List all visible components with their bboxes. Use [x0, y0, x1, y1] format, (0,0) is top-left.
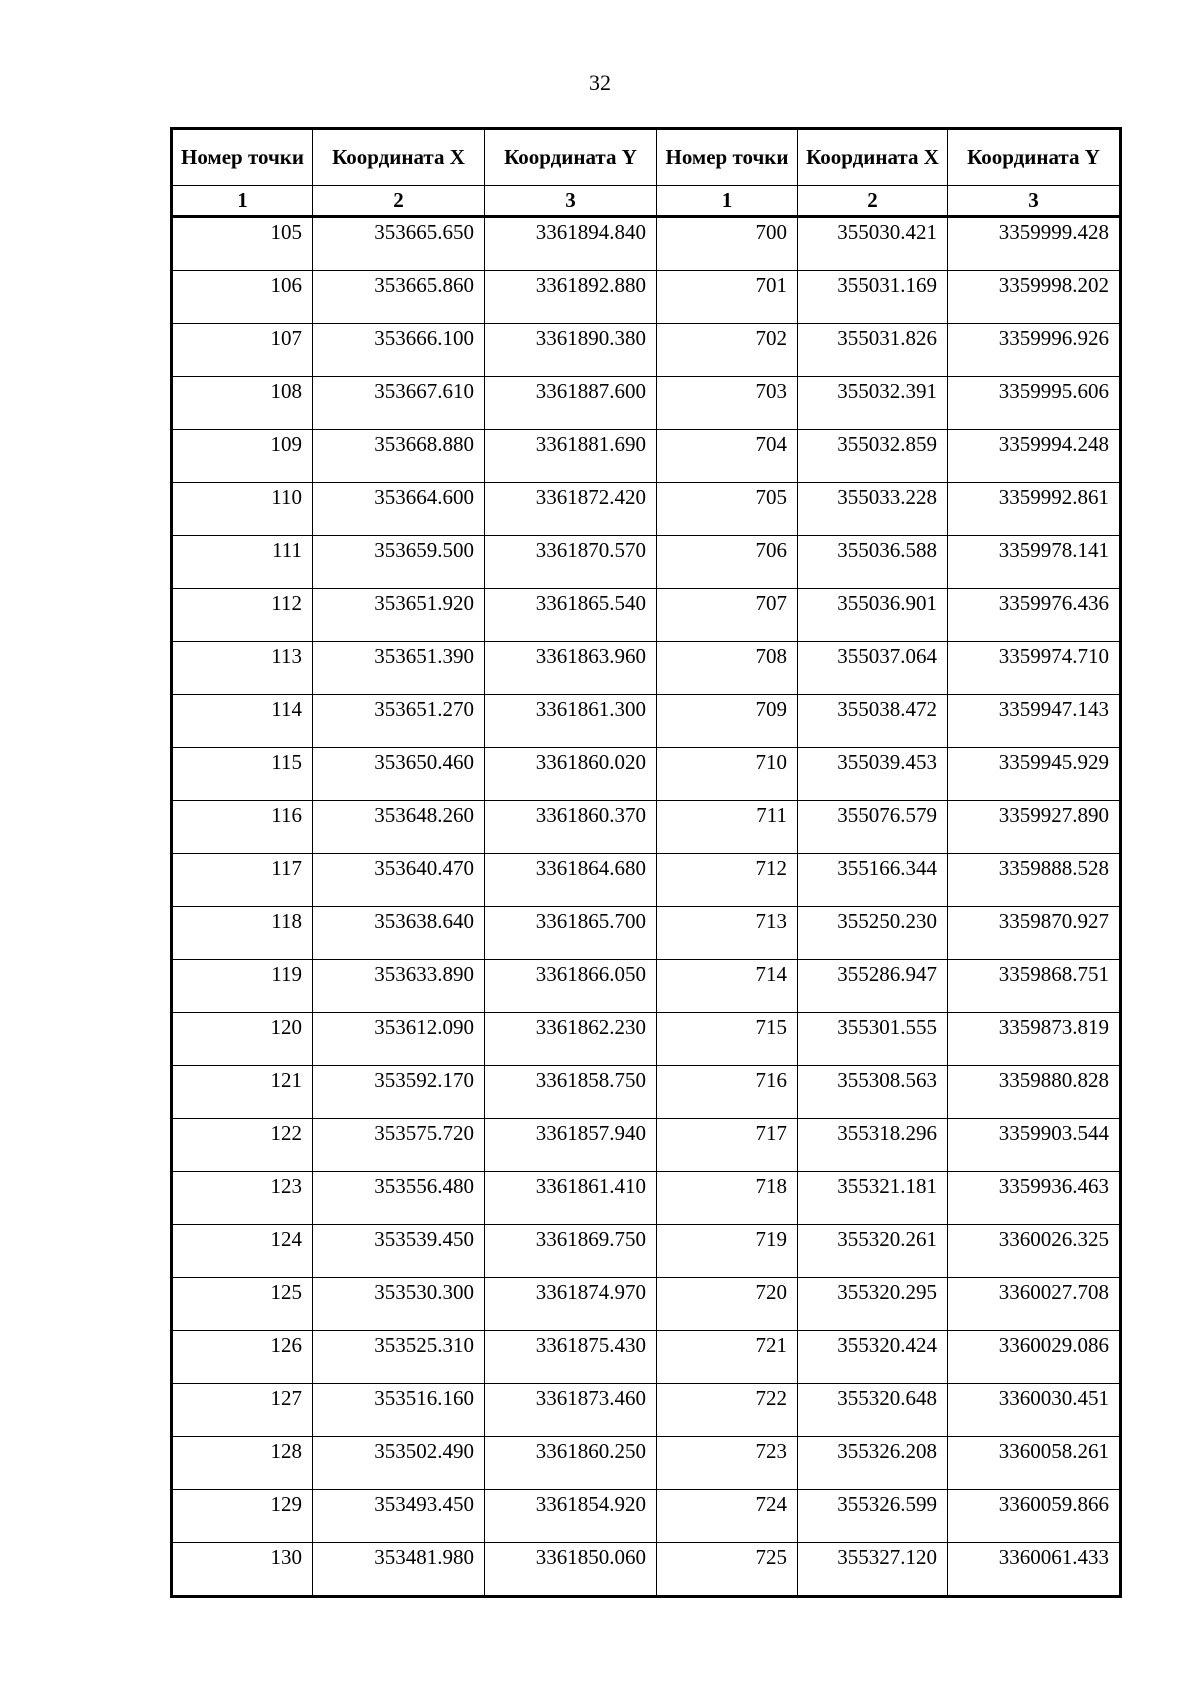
point-number-left: 113: [172, 642, 313, 695]
table-row: [172, 1384, 1121, 1437]
coord-y-left: 3361857.940: [485, 1119, 657, 1172]
coord-y-right: 3359870.927: [948, 907, 1121, 960]
coord-x-right: 355036.901: [798, 589, 948, 642]
coord-y-left: 3361865.700: [485, 907, 657, 960]
column-number: 2: [313, 186, 485, 217]
coord-x-left: 353493.450: [313, 1490, 485, 1543]
coord-y-right: 3360026.325: [948, 1225, 1121, 1278]
point-number-left: 107: [172, 324, 313, 377]
point-number-right: 700: [657, 217, 798, 271]
point-number-right: 713: [657, 907, 798, 960]
coord-y-left: 3361864.680: [485, 854, 657, 907]
header-cell: Координата X: [798, 129, 948, 186]
coord-x-left: 353525.310: [313, 1331, 485, 1384]
table-body: [172, 217, 1121, 1597]
table-row: [172, 1013, 1121, 1066]
coord-x-right: 355030.421: [798, 217, 948, 271]
coord-x-right: 355037.064: [798, 642, 948, 695]
point-number-right: 715: [657, 1013, 798, 1066]
coord-x-left: 353666.100: [313, 324, 485, 377]
header-cell: Координата Y: [485, 129, 657, 186]
coord-y-right: 3359999.428: [948, 217, 1121, 271]
point-number-right: 707: [657, 589, 798, 642]
point-number-right: 722: [657, 1384, 798, 1437]
coord-x-right: 355076.579: [798, 801, 948, 854]
table-row: [172, 1278, 1121, 1331]
coord-y-right: 3360061.433: [948, 1543, 1121, 1597]
point-number-left: 123: [172, 1172, 313, 1225]
table-row: [172, 324, 1121, 377]
point-number-left: 120: [172, 1013, 313, 1066]
coord-y-left: 3361861.300: [485, 695, 657, 748]
coord-x-left: 353592.170: [313, 1066, 485, 1119]
table-row: [172, 960, 1121, 1013]
point-number-left: 116: [172, 801, 313, 854]
point-number-left: 127: [172, 1384, 313, 1437]
point-number-left: 118: [172, 907, 313, 960]
coord-x-right: 355320.424: [798, 1331, 948, 1384]
point-number-right: 703: [657, 377, 798, 430]
point-number-right: 711: [657, 801, 798, 854]
coord-y-right: 3359978.141: [948, 536, 1121, 589]
coord-y-left: 3361873.460: [485, 1384, 657, 1437]
coord-x-left: 353481.980: [313, 1543, 485, 1597]
coord-y-right: 3359888.528: [948, 854, 1121, 907]
coord-x-left: 353668.880: [313, 430, 485, 483]
header-cell: Координата X: [313, 129, 485, 186]
point-number-left: 126: [172, 1331, 313, 1384]
coord-x-left: 353556.480: [313, 1172, 485, 1225]
coord-x-right: 355032.859: [798, 430, 948, 483]
coord-y-left: 3361874.970: [485, 1278, 657, 1331]
coord-y-right: 3359868.751: [948, 960, 1121, 1013]
point-number-left: 117: [172, 854, 313, 907]
coord-x-left: 353665.650: [313, 217, 485, 271]
coord-x-left: 353633.890: [313, 960, 485, 1013]
table-row: [172, 1331, 1121, 1384]
coord-x-left: 353539.450: [313, 1225, 485, 1278]
coord-y-left: 3361860.250: [485, 1437, 657, 1490]
coord-y-right: 3359998.202: [948, 271, 1121, 324]
coord-y-left: 3361860.020: [485, 748, 657, 801]
coord-y-left: 3361881.690: [485, 430, 657, 483]
coord-y-left: 3361862.230: [485, 1013, 657, 1066]
column-number: 1: [172, 186, 313, 217]
coord-y-right: 3359994.248: [948, 430, 1121, 483]
table-row: [172, 536, 1121, 589]
coord-x-right: 355039.453: [798, 748, 948, 801]
coord-y-right: 3359873.819: [948, 1013, 1121, 1066]
coord-x-right: 355320.648: [798, 1384, 948, 1437]
coord-x-left: 353638.640: [313, 907, 485, 960]
point-number-right: 724: [657, 1490, 798, 1543]
coord-x-right: 355318.296: [798, 1119, 948, 1172]
coord-y-right: 3360027.708: [948, 1278, 1121, 1331]
coord-y-left: 3361890.380: [485, 324, 657, 377]
point-number-right: 706: [657, 536, 798, 589]
point-number-right: 723: [657, 1437, 798, 1490]
coord-x-left: 353651.920: [313, 589, 485, 642]
point-number-right: 716: [657, 1066, 798, 1119]
point-number-right: 701: [657, 271, 798, 324]
coord-x-right: 355320.261: [798, 1225, 948, 1278]
coord-x-left: 353651.270: [313, 695, 485, 748]
coord-y-right: 3359974.710: [948, 642, 1121, 695]
coord-x-left: 353530.300: [313, 1278, 485, 1331]
point-number-right: 704: [657, 430, 798, 483]
coord-x-left: 353502.490: [313, 1437, 485, 1490]
header-row: [172, 129, 1121, 186]
point-number-left: 124: [172, 1225, 313, 1278]
column-number: 1: [657, 186, 798, 217]
point-number-left: 122: [172, 1119, 313, 1172]
coord-x-right: 355327.120: [798, 1543, 948, 1597]
table-row: [172, 1119, 1121, 1172]
coord-x-right: 355033.228: [798, 483, 948, 536]
header-cell: Номер точки: [172, 129, 313, 186]
coord-x-right: 355326.599: [798, 1490, 948, 1543]
point-number-left: 111: [172, 536, 313, 589]
point-number-right: 705: [657, 483, 798, 536]
coord-y-left: 3361850.060: [485, 1543, 657, 1597]
coord-y-right: 3359903.544: [948, 1119, 1121, 1172]
coord-y-right: 3359992.861: [948, 483, 1121, 536]
point-number-right: 708: [657, 642, 798, 695]
table-row: [172, 217, 1121, 271]
point-number-left: 115: [172, 748, 313, 801]
column-number: 3: [485, 186, 657, 217]
point-number-left: 121: [172, 1066, 313, 1119]
coord-x-right: 355032.391: [798, 377, 948, 430]
table-row: [172, 430, 1121, 483]
point-number-right: 712: [657, 854, 798, 907]
point-number-left: 110: [172, 483, 313, 536]
column-number: 3: [948, 186, 1121, 217]
point-number-right: 709: [657, 695, 798, 748]
table-row: [172, 854, 1121, 907]
coord-x-right: 355031.826: [798, 324, 948, 377]
coord-y-right: 3359936.463: [948, 1172, 1121, 1225]
coord-x-left: 353651.390: [313, 642, 485, 695]
coord-y-right: 3359947.143: [948, 695, 1121, 748]
table-row: [172, 1066, 1121, 1119]
table-row: [172, 1172, 1121, 1225]
table-row: [172, 589, 1121, 642]
point-number-left: 119: [172, 960, 313, 1013]
coord-y-left: 3361869.750: [485, 1225, 657, 1278]
coord-y-right: 3360029.086: [948, 1331, 1121, 1384]
point-number-left: 112: [172, 589, 313, 642]
point-number-right: 714: [657, 960, 798, 1013]
coord-x-left: 353516.160: [313, 1384, 485, 1437]
point-number-left: 109: [172, 430, 313, 483]
point-number-right: 725: [657, 1543, 798, 1597]
header-cell: Номер точки: [657, 129, 798, 186]
header-cell: Координата Y: [948, 129, 1121, 186]
coord-y-left: 3361860.370: [485, 801, 657, 854]
point-number-left: 106: [172, 271, 313, 324]
coord-y-left: 3361863.960: [485, 642, 657, 695]
coord-x-right: 355326.208: [798, 1437, 948, 1490]
coord-x-right: 355286.947: [798, 960, 948, 1013]
coord-x-right: 355031.169: [798, 271, 948, 324]
table-row: [172, 695, 1121, 748]
point-number-right: 717: [657, 1119, 798, 1172]
point-number-left: 114: [172, 695, 313, 748]
coord-y-left: 3361865.540: [485, 589, 657, 642]
coord-x-right: 355308.563: [798, 1066, 948, 1119]
table-row: [172, 642, 1121, 695]
coord-x-right: 355250.230: [798, 907, 948, 960]
coord-y-right: 3359996.926: [948, 324, 1121, 377]
point-number-left: 128: [172, 1437, 313, 1490]
coord-x-left: 353640.470: [313, 854, 485, 907]
coord-y-left: 3361854.920: [485, 1490, 657, 1543]
coord-x-left: 353612.090: [313, 1013, 485, 1066]
coord-x-left: 353664.600: [313, 483, 485, 536]
table-row: [172, 1490, 1121, 1543]
page-number: 32: [589, 70, 611, 95]
coord-x-left: 353665.860: [313, 271, 485, 324]
coord-x-left: 353575.720: [313, 1119, 485, 1172]
column-number: 2: [798, 186, 948, 217]
table-row: [172, 801, 1121, 854]
coord-y-left: 3361892.880: [485, 271, 657, 324]
coord-x-right: 355038.472: [798, 695, 948, 748]
point-number-right: 720: [657, 1278, 798, 1331]
point-number-right: 718: [657, 1172, 798, 1225]
coord-y-right: 3359945.929: [948, 748, 1121, 801]
coord-x-right: 355036.588: [798, 536, 948, 589]
point-number-left: 108: [172, 377, 313, 430]
coord-y-left: 3361861.410: [485, 1172, 657, 1225]
coord-y-right: 3360030.451: [948, 1384, 1121, 1437]
table-row: [172, 377, 1121, 430]
coord-y-right: 3359995.606: [948, 377, 1121, 430]
coord-y-right: 3360059.866: [948, 1490, 1121, 1543]
coord-x-right: 355321.181: [798, 1172, 948, 1225]
point-number-left: 130: [172, 1543, 313, 1597]
table-row: [172, 483, 1121, 536]
coord-y-left: 3361858.750: [485, 1066, 657, 1119]
coord-y-left: 3361870.570: [485, 536, 657, 589]
coord-x-left: 353667.610: [313, 377, 485, 430]
coordinates-table: [170, 127, 1122, 1598]
coord-x-left: 353650.460: [313, 748, 485, 801]
point-number-right: 702: [657, 324, 798, 377]
coord-y-left: 3361866.050: [485, 960, 657, 1013]
table-header: [172, 129, 1121, 217]
point-number-right: 710: [657, 748, 798, 801]
coord-y-right: 3359927.890: [948, 801, 1121, 854]
point-number-left: 125: [172, 1278, 313, 1331]
point-number-right: 719: [657, 1225, 798, 1278]
table-row: [172, 907, 1121, 960]
point-number-right: 721: [657, 1331, 798, 1384]
table-row: [172, 1437, 1121, 1490]
coord-x-left: 353648.260: [313, 801, 485, 854]
table-row: [172, 271, 1121, 324]
coord-x-left: 353659.500: [313, 536, 485, 589]
column-number-row: [172, 186, 1121, 217]
coord-y-left: 3361872.420: [485, 483, 657, 536]
point-number-left: 105: [172, 217, 313, 271]
coord-y-right: 3359976.436: [948, 589, 1121, 642]
table-row: [172, 1543, 1121, 1597]
coord-y-left: 3361887.600: [485, 377, 657, 430]
coord-y-right: 3360058.261: [948, 1437, 1121, 1490]
coord-y-left: 3361875.430: [485, 1331, 657, 1384]
coord-x-right: 355166.344: [798, 854, 948, 907]
table-row: [172, 748, 1121, 801]
table-row: [172, 1225, 1121, 1278]
coord-x-right: 355301.555: [798, 1013, 948, 1066]
coord-y-left: 3361894.840: [485, 217, 657, 271]
point-number-left: 129: [172, 1490, 313, 1543]
coord-x-right: 355320.295: [798, 1278, 948, 1331]
coord-y-right: 3359880.828: [948, 1066, 1121, 1119]
